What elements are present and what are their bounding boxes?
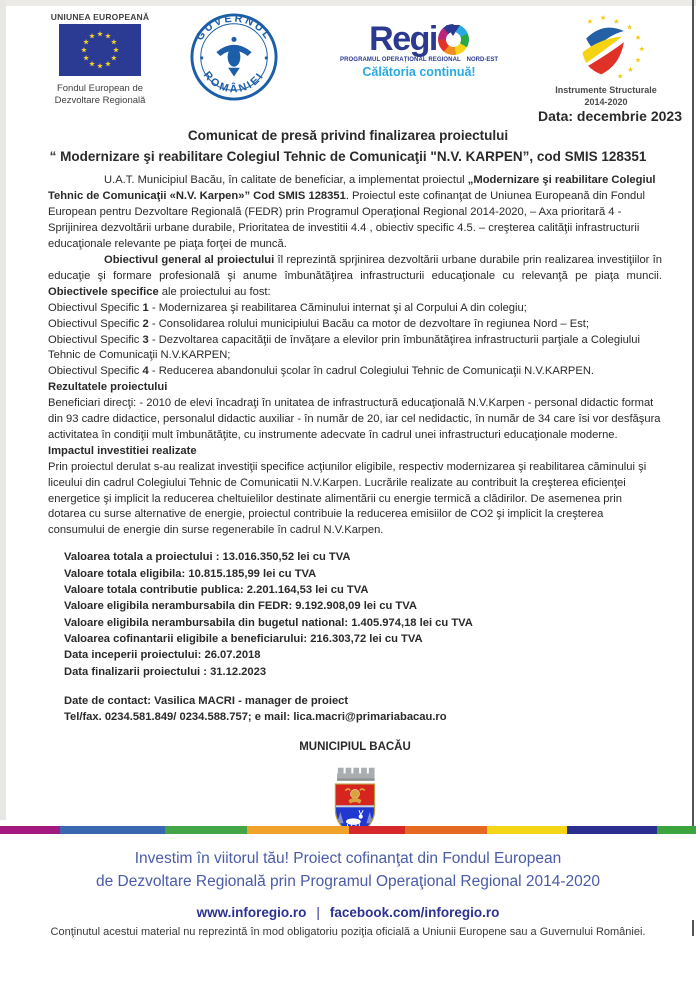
scan-edge-right [692,0,694,936]
footer-links [0,905,696,920]
facebook-link[interactable]: facebook.com/inforegio.ro [329,904,500,920]
mural-crown-icon [337,768,375,781]
general-objective-paragraph: Obiectivul general al proiectului îl reprezintă sprjinirea dezvoltării urbane durabile prin realizarea investiţiilor în educaţie şi formare profesională şi anume îmbunătăţirea infrastructurii educaţionale cu relevanţă pe piaţa muncii. Obiectivele specifice ale proiectului au fost: [48,253,662,298]
eu-flag-icon [59,24,141,76]
contact-phone-line: Tel/fax. 0234.581.849/ 0234.588.757; e mail: lica.macri@primariabacau.ro [64,711,447,724]
romanian-government-logo [189,10,279,107]
disclaimer-text: Conţinutul acestui material nu reprezintă în mod obligatoriu poziţia oficială a Uniunii Europene sau a Guvernului României. [50,926,646,938]
logo-header [0,0,696,106]
structural-instruments-label: Instrumente Structurale [555,85,657,95]
document-body [48,173,662,851]
financial-line: Valoare totala eligibila: 10.815.185,99 lei cu TVA [64,567,317,580]
organization-name: MUNICIPIUL BACĂU [299,740,411,753]
inforegio-link[interactable]: www.inforegio.ro [196,904,307,920]
structural-instruments-logo [540,14,672,108]
contact-email[interactable]: lica.macri@primariabacau.ro [293,711,447,724]
press-release-title: Comunicat de presă privind finalizarea proiectului [187,128,509,143]
gov-seal-bottom-text: ROMÂNIEI [200,69,267,96]
financial-line: Data inceperii proiectului: 26.07.2018 [64,649,261,662]
objective-line: Obiectivul Specific 1 - Modernizarea şi reabilitarea Căminului internat şi al Corpului A din colegiu; [48,301,527,314]
objective-line: Obiectivul Specific 2 - Consolidarea rolului municipiului Bacău ca motor de dezvoltare în regiunea Nord – Est; [48,317,590,330]
project-title: “ Modernizare şi reabilitare Colegiul Tehnic de Comunicaţii "N.V. KARPEN”, cod SMIS 128351 [49,149,647,165]
link-separator: | [316,904,320,920]
date-line: Data: decembrie 2023 [538,108,682,124]
financial-line: Valoare eligibila nerambursabila din bugetul national: 1.405.974,18 lei cu TVA [64,616,473,629]
gov-seal-top-text: GUVERNUL [193,12,275,43]
rainbow-stripe [0,826,696,834]
eu-logo-title: UNIUNEA EUROPEANĂ [50,12,150,22]
objective-line: Obiectivul Specific 4 - Reducerea abandonului şcolar în cadrul Colegiului Tehnic de Comunicaţii N.V.KARPEN. [48,365,595,378]
results-heading: Rezultatele proiectului [48,381,168,394]
eu-logo-subtitle: Fondul European de Dezvoltare Regională [54,83,146,106]
regio-tagline: Călătoria continuă! [362,65,476,79]
financial-line: Valoarea totala a proiectului : 13.016.350,52 lei cu TVA [64,551,351,564]
romanian-government-seal-icon [189,10,279,102]
financial-summary [64,549,662,680]
footer [0,826,696,920]
regio-region-label: NORD-EST [466,57,498,63]
financial-line: Valoare eligibila nerambursabila din FEDR: 9.192.908,09 lei cu TVA [64,600,417,613]
regio-program-label: PROGRAMUL OPERAȚIONAL REGIONAL [340,57,461,63]
objective-line: Obiectivul Specific 3 - Dezvoltarea capacităţii de învăţare a elevilor prin îmbunătăţirea infrastructurii parţiale a Colegiului Tehnic de Comunicaţii N.V.KARPEN; [48,333,641,362]
impact-paragraph: Prin proiectul derulat s-au realizat investiţii specifice acţiunilor eligibile, respectiv modernizarea şi reabilitarea căminului şi liceului din cadrul Colegiului Tehnic de Comunicatii N.V.Karpen. Lucrările realizate au contribuit la creşterea eficienţei energetice şi implicit la reducerea cheltuielilor destinate alimentării cu energie termică a clădirilor. De asemenea prin dotarea cu surse alternative de energie, proiectul contribuie la reducerea emisiilor de CO2 şi implicit la creşterea consumului de energie din surse regenerabile în cadrul N.V.Karpen. [48,460,647,537]
financial-line: Valoarea cofinantarii eligibile a beneficiarului: 216.303,72 lei cu TVA [64,633,423,645]
regio-wordmark: Regi [369,20,437,58]
intro-paragraph: U.A.T. Municipiul Bacău, în calitate de beneficiar, a implementat proiectul „Modernizare şi reabilitare Colegiul Tehnic de Comunicaţii «N.V. Karpen»” Cod SMIS 128351. Proiectul este cofinanţat de Uniunea Europeană din Fondul European pentru Dezvoltare Regională (FEDR) prin Programul Operaţional Regional 2014-2020, – Axa prioritară 4 - Sprijinirea dezvoltării urbane durabile, Prioritatea de investitii 4.4 , obiectiv specific 4.5. – creşterea calităţii infrastructurii educaţionale relevante pe piaţa forţei de muncă. [48,174,656,251]
contact-block [64,693,662,726]
footer-slogan: Investim în viitorul tău! Proiect cofinanţat din Fondul European de Dezvoltare Regională prin Programul Operaţional Regional 2014-2020 [95,850,601,891]
financial-line: Data finalizarii proiectului : 31.12.2023 [64,665,267,678]
impact-heading: Impactul investitiei realizate [48,444,197,457]
financial-line: Valoare totala contributie publica: 2.201.164,53 lei cu TVA [64,583,369,596]
contact-person-line: Date de contact: Vasilica MACRI - manager de proiect [64,695,349,708]
structural-instruments-swirl-icon [551,14,661,80]
eu-logo [34,12,166,107]
structural-instruments-period: 2014-2020 [584,96,628,107]
results-paragraph: Beneficiari direcţi: - 2010 de elevi încadraţi în unitatea de infrastructură educaţională N.V.Karpen - personal didactic format din 93 cadre didactice, personalul didactic auxiliar - în număr de 20, iar cel nedidactic, în număr de 34 care îsi vor desfăşura activitatea în condiţii mult îmbunătăţite, cu instrumente adecvate în cadrul unei infrastructuri educaţionale moderne. [48,397,661,441]
scan-edge-left [0,0,6,820]
regio-wheel-icon [438,24,469,55]
regio-logo [338,22,500,79]
